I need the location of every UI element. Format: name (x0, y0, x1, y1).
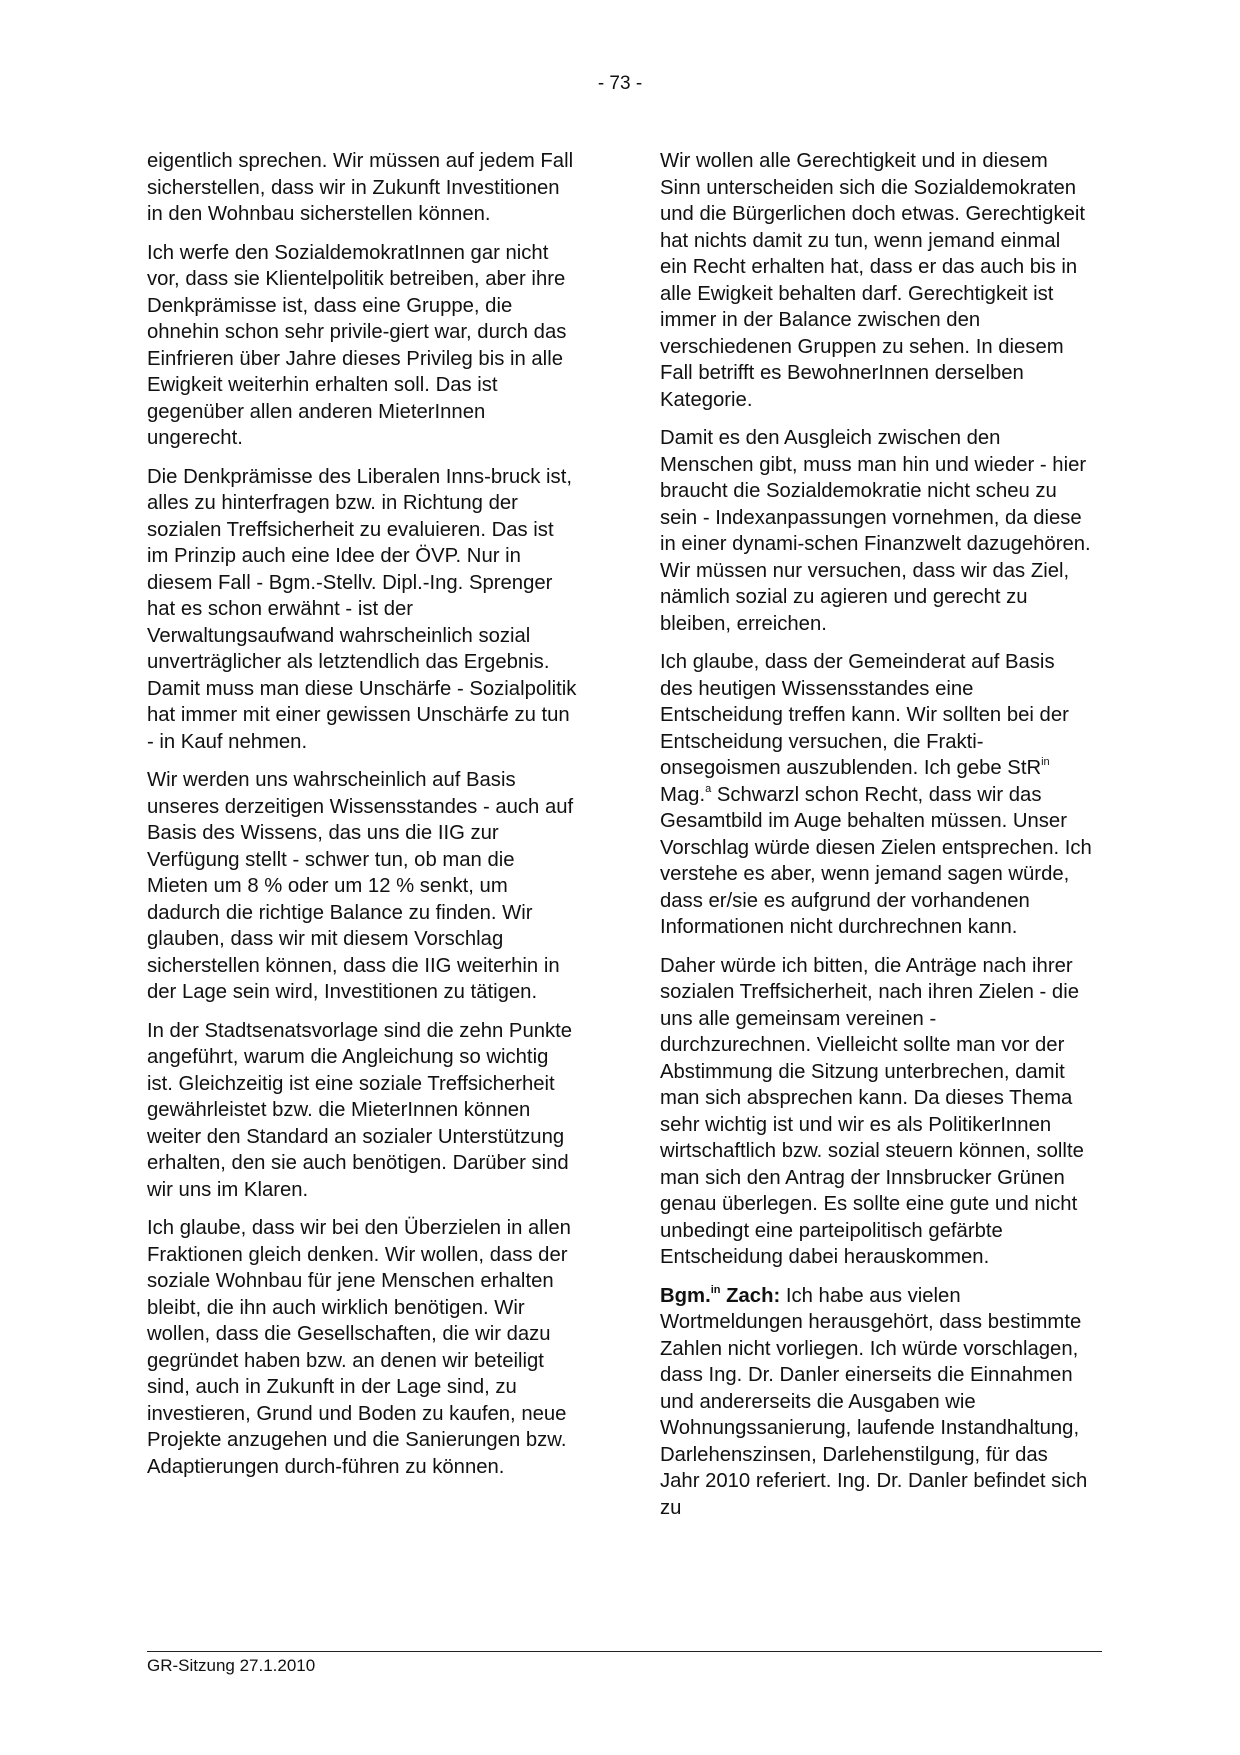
paragraph: Ich glaube, dass wir bei den Überzielen in allen Fraktionen gleich denken. Wir wollen, dass der soziale Wohnbau für jene Menschen erhalten bleibt, die ihn auch wirklich benötigen. Wir wollen, dass die Gesellschaften, die wir dazu gegründet haben bzw. an denen wir beteiligt sind, auch in Zukunft in der Lage sind, zu investieren, Grund und Boden zu kaufen, neue Projekte anzugehen und die Sanierungen bzw. Adaptierungen durch-führen zu können. (147, 1217, 571, 1478)
text-run: Ich habe aus vielen Wortmeldungen herausgehört, dass bestimmte Zahlen nicht vorliegen. Ich würde vorschlagen, dass Ing. Dr. Danler einerseits die Einnahmen und andererseits die Ausgaben wie Wohnungssanierung, laufende Instandhaltung, Darlehenszinsen, Darlehenstilgung, für das Jahr 2010 referiert. Ing. Dr. Danler befindet sich zu (660, 1284, 1088, 1519)
paragraph (660, 649, 1092, 941)
speaker-title: Bgm. (660, 1284, 711, 1307)
text-run: Schwarzl schon Recht, dass wir das Gesamtbild im Auge behalten müssen. Unser Vorschlag würde diesen Zielen entsprechen. Ich verstehe es aber, wenn jemand sagen würde, dass er/sie es aufgrund der vorhandenen Informationen nicht durchrechnen kann. (660, 783, 1092, 938)
paragraph: eigentlich sprechen. Wir müssen auf jedem Fall sicherstellen, dass wir in Zukunft Investitionen in den Wohnbau sicherstellen können. (147, 150, 574, 225)
right-column (660, 148, 1092, 1533)
footer-divider (147, 1651, 1102, 1652)
paragraph: Wir wollen alle Gerechtigkeit und in diesem Sinn unterscheiden sich die Sozialdemokraten und die Bürgerlichen doch etwas. Gerechtigkeit hat nichts damit zu tun, wenn jemand einmal ein Recht erhalten hat, dass er das auch bis in alle Ewigkeit behalten darf. Gerechtigkeit ist immer in der Balance zwischen den verschiedenen Gruppen zu sehen. In diesem Fall betrifft es BewohnerInnen derselben Kategorie. (660, 150, 1086, 411)
text-run: Ich glaube, dass der Gemeinderat auf Basis des heutigen Wissensstandes eine Entscheidung treffen kann. Wir sollten bei der Entscheidung versuchen, die Frakti-onsegoismen auszublenden. Ich gebe (660, 651, 1069, 779)
speaker-name: Zach: (720, 1284, 781, 1307)
paragraph: Ich werfe den SozialdemokratInnen gar nicht vor, dass sie Klientelpolitik betreiben, aber ihre Denkprämisse ist, dass eine Gruppe, die ohnehin schon sehr privile-giert war, durch das Einfrieren über Jahre dieses Privileg bis in alle Ewigkeit weiterhin erhalten soll. Das ist gegenüber allen anderen MieterInnen ungerecht. (147, 241, 567, 449)
paragraph: Daher würde ich bitten, die Anträge nach ihrer sozialen Treffsicherheit, nach ihren Zielen - die uns alle gemeinsam vereinen - durchzurechnen. Vielleicht sollte man vor der Abstimmung die Sitzung unterbrechen, damit man sich absprechen kann. Da dieses Thema sehr wichtig ist und wir es als PolitikerInnen wirtschaftlich bzw. sozial steuern können, sollte man sich den Antrag der Innsbrucker Grünen genau überlegen. Es sollte eine gute und nicht unbedingt eine parteipolitisch gefärbte Entscheidung dabei herauskommen. (660, 954, 1084, 1268)
paragraph: In der Stadtsenatsvorlage sind die zehn Punkte angeführt, warum die Angleichung so wichtig ist. Gleichzeitig ist eine soziale Treffsicherheit gewährleistet bzw. die MieterInnen können weiter den Standard an sozialer Unterstützung erhalten, den sie auch benötigen. Darüber sind wir uns im Klaren. (147, 1019, 573, 1201)
title-abbrev: StR (1007, 757, 1042, 779)
left-column (147, 148, 579, 1492)
page-number: - 73 - (597, 73, 643, 94)
paragraph: Damit es den Ausgleich zwischen den Menschen gibt, muss man hin und wieder - hier braucht die Sozialdemokratie nicht scheu zu sein - Indexanpassungen vornehmen, da diese in einer dynami-schen Finanzwelt dazugehören. Wir müssen nur versuchen, dass wir das Ziel, nämlich sozial zu agieren und gerecht zu bleiben, erreichen. (660, 427, 1091, 635)
paragraph: Wir werden uns wahrscheinlich auf Basis unseres derzeitigen Wissensstandes - auch auf Basis des Wissens, das uns die IIG zur Verfügung stellt - schwer tun, ob man die Mieten um 8 % oder um 12 % senkt, um dadurch die richtige Balance zu finden. Wir glauben, dass wir mit diesem Vorschlag sicherstellen können, dass die IIG weiterhin in der Lage sein wird, Investitionen zu tätigen. (147, 769, 574, 1003)
speaker-superscript: in (710, 1283, 721, 1296)
title-superscript: in (1041, 756, 1050, 768)
title-abbrev: Mag. (660, 783, 706, 806)
footer-session-date: GR-Sitzung 27.1.2010 (147, 1656, 316, 1675)
paragraph (660, 1283, 1092, 1522)
paragraph: Die Denkprämisse des Liberalen Inns-bruck ist, alles zu hinterfragen bzw. in Richtung der sozialen Treffsicherheit zu evaluieren. Das ist im Prinzip auch eine Idee der ÖVP. Nur in diesem Fall - Bgm.-Stellv. Dipl.-Ing. Sprenger hat es schon erwähnt - ist der Verwaltungsaufwand wahrscheinlich sozial unverträglicher als letztendlich das Ergebnis. Damit muss man diese Unschärfe - Sozialpolitik hat immer mit einer gewissen Unschärfe zu tun - in Kauf nehmen. (147, 465, 577, 753)
title-superscript: a (705, 782, 712, 795)
